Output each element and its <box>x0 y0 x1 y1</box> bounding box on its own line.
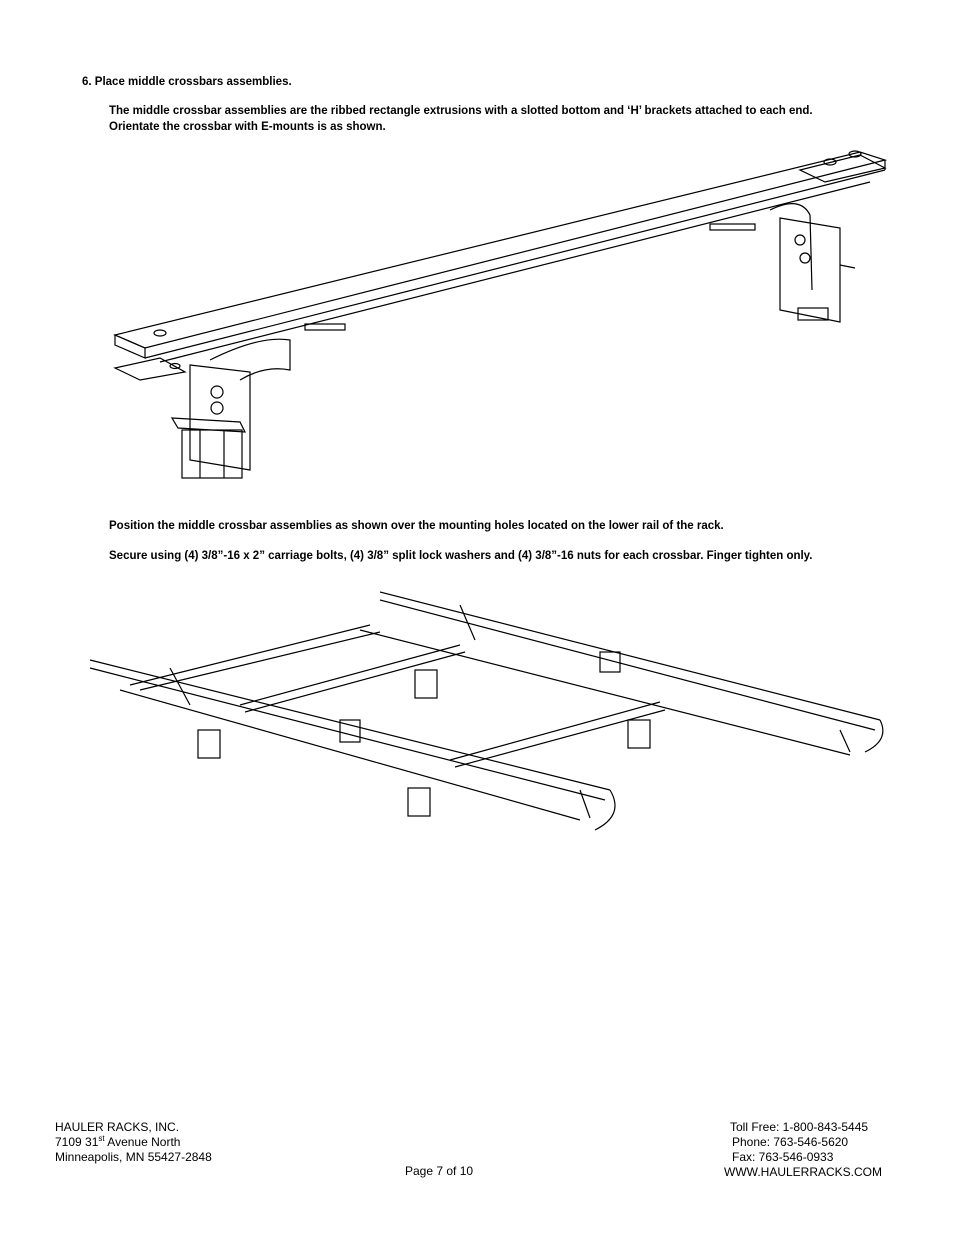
instruction-paragraph-3: Position the middle crossbar assemblies as shown over the mounting holes located on the lower rail of the rack. <box>109 520 724 532</box>
step-heading: 6. Place middle crossbars assemblies. <box>82 76 292 88</box>
instruction-paragraph-1: The middle crossbar assemblies are the ribbed rectangle extrusions with a slotted bottom and ‘H’ brackets attached to each end. <box>109 105 813 117</box>
footer-company-info <box>55 1120 212 1165</box>
website-link[interactable]: WWW.HAULERRACKS.COM <box>724 1165 883 1179</box>
fax-number: Fax: 763-546-0933 <box>732 1150 834 1164</box>
instruction-paragraph-4: Secure using (4) 3/8”-16 x 2” carriage bolts, (4) 3/8” split lock washers and (4) 3/8”-16 nuts for each crossbar. Finger tighten only. <box>109 550 813 562</box>
crossbar-assembly-drawing <box>100 140 890 490</box>
company-name: HAULER RACKS, INC. <box>55 1120 180 1134</box>
footer-contact-info <box>724 1120 882 1180</box>
page-number: Page 7 of 10 <box>405 1164 474 1178</box>
phone-number: Phone: 763-546-5620 <box>732 1135 849 1149</box>
street-address: 7109 31st Avenue North <box>55 1134 181 1149</box>
rack-installation-drawing <box>80 580 900 845</box>
instruction-paragraph-2: Orientate the crossbar with E-mounts is as shown. <box>109 121 386 133</box>
toll-free-number: Toll Free: 1-800-843-5445 <box>730 1120 869 1134</box>
city-state-zip: Minneapolis, MN 55427-2848 <box>55 1150 212 1164</box>
